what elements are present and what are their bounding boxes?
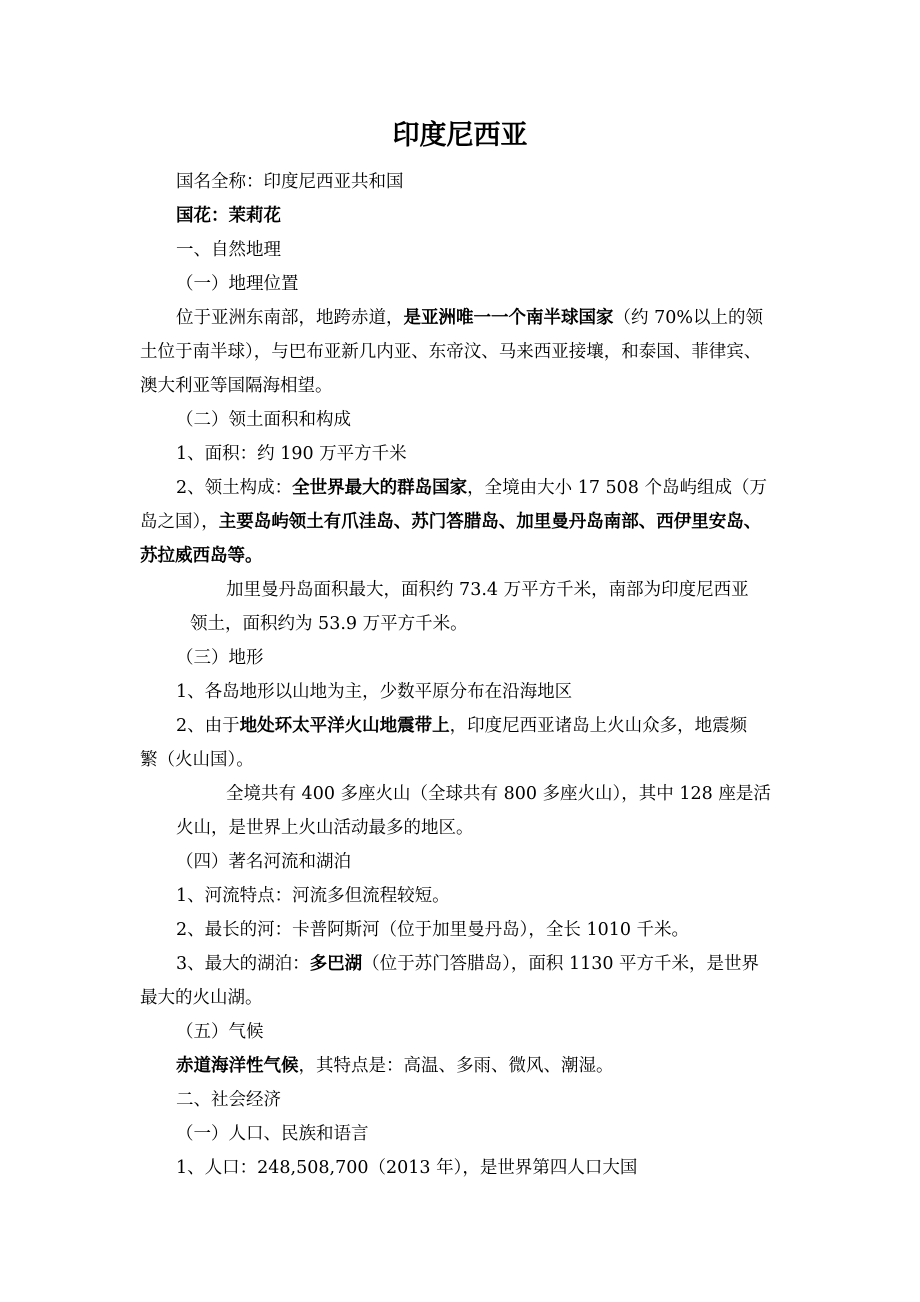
text-span: ，全境由大小 17 508 个岛屿组成（万 bbox=[467, 478, 767, 498]
area-line: 1、面积：约 190 万平方千米 bbox=[176, 444, 407, 464]
paragraph-line bbox=[176, 306, 763, 330]
paragraph-line: 领土，面积约为 53.9 万平方千米。 bbox=[190, 614, 468, 634]
paragraph-line bbox=[176, 1054, 614, 1078]
text-span: ，其特点是：高温、多雨、微风、潮湿。 bbox=[298, 1056, 614, 1076]
bold-text-span: 地处环太平洋火山地震带上 bbox=[239, 716, 450, 736]
paragraph-line bbox=[176, 476, 767, 500]
page-title: 印度尼西亚 bbox=[392, 120, 528, 151]
national-flower-line: 国花：茉莉花 bbox=[176, 206, 281, 226]
paragraph-line: 土位于南半球），与巴布亚新几内亚、东帝汶、马来西亚接壤，和泰国、菲律宾、 bbox=[140, 342, 762, 362]
section-heading: 一、自然地理 bbox=[176, 240, 281, 260]
full-name-line: 国名全称：印度尼西亚共和国 bbox=[176, 172, 404, 192]
subsection-heading: （一）地理位置 bbox=[176, 274, 299, 294]
text-span: 2、领土构成： bbox=[176, 478, 293, 498]
bold-text-span: 多巴湖 bbox=[309, 954, 363, 974]
text-span: ，印度尼西亚诸岛上火山众多，地震频 bbox=[449, 716, 748, 736]
text-span: 岛之国）， bbox=[140, 512, 219, 532]
text-span: 2、由于 bbox=[176, 716, 240, 736]
bold-text-span: 全世界最大的群岛国家 bbox=[292, 478, 468, 498]
text-span: 3、最大的湖泊： bbox=[176, 954, 310, 974]
subsection-heading: （一）人口、民族和语言 bbox=[176, 1124, 369, 1144]
paragraph-line bbox=[176, 714, 747, 738]
paragraph-line: 2、最长的河：卡普阿斯河（位于加里曼丹岛），全长 1010 千米。 bbox=[176, 920, 690, 940]
paragraph-line: 加里曼丹岛面积最大，面积约 73.4 万平方千米，南部为印度尼西亚 bbox=[226, 580, 749, 600]
subsection-heading: （三）地形 bbox=[176, 648, 264, 668]
paragraph-line: 最大的火山湖。 bbox=[140, 988, 263, 1008]
paragraph-line: 全境共有 400 多座火山（全球共有 800 多座火山），其中 128 座是活 bbox=[226, 784, 771, 804]
bold-text-span: 赤道海洋性气候 bbox=[176, 1056, 299, 1076]
text-span: （位于苏门答腊岛），面积 1130 平方千米，是世界 bbox=[362, 954, 760, 974]
paragraph-line: 火山，是世界上火山活动最多的地区。 bbox=[176, 818, 474, 838]
bold-text-span: 是亚洲唯一一个南半球国家 bbox=[403, 308, 614, 328]
subsection-heading: （二）领土面积和构成 bbox=[176, 410, 351, 430]
text-span: （约 70%以上的领 bbox=[613, 308, 763, 328]
subsection-heading: （五）气候 bbox=[176, 1022, 264, 1042]
subsection-heading: （四）著名河流和湖泊 bbox=[176, 852, 351, 872]
paragraph-line: 繁（火山国）。 bbox=[140, 750, 254, 770]
text-span: 位于亚洲东南部，地跨赤道， bbox=[176, 308, 404, 328]
paragraph-line: 苏拉威西岛等。 bbox=[140, 546, 263, 566]
paragraph-line: 1、河流特点：河流多但流程较短。 bbox=[176, 886, 450, 906]
bold-text-span: 主要岛屿领土有爪洼岛、苏门答腊岛、加里曼丹岛南部、西伊里安岛、 bbox=[218, 512, 762, 532]
paragraph-line: 澳大利亚等国隔海相望。 bbox=[140, 376, 333, 396]
paragraph-line: 1、各岛地形以山地为主，少数平原分布在沿海地区 bbox=[176, 682, 573, 702]
paragraph-line bbox=[140, 510, 761, 534]
paragraph-line bbox=[176, 952, 759, 976]
section-heading: 二、社会经济 bbox=[176, 1090, 281, 1110]
population-line: 1、人口：248,508,700（2013 年），是世界第四人口大国 bbox=[176, 1158, 638, 1178]
